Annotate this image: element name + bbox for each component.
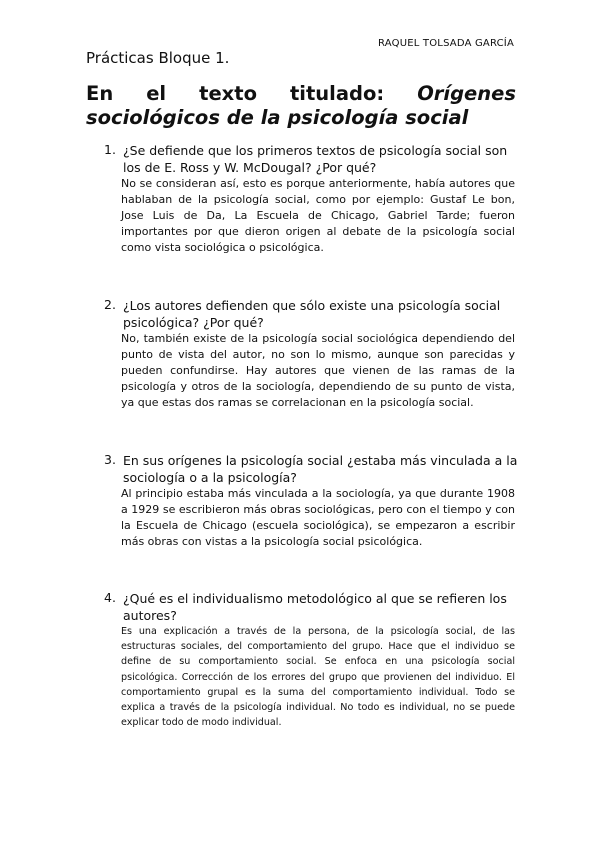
answer-text: No se consideran así, esto es porque anteriormente, había autores que hablaban de la psicología social, como por ejemplo: Gustaf Le bon, Jose Luis de Da, La Escuela de Chicago, Gabriel Tarde; fueron importantes por que dieron origen al debate de la psicología social como vista sociológica o psicológica.: [121, 177, 515, 254]
question-text: ¿Los autores defienden que sólo existe una psicología social psicológica? ¿Por qué?: [123, 298, 501, 330]
title-line-2: sociológicos de la psicología social: [86, 106, 469, 129]
question-number: 2.: [104, 297, 116, 312]
question-number: 1.: [104, 142, 116, 157]
answer-text: Al principio estaba más vinculada a la sociología, ya que durante 1908 a 1929 se escribieron más obras sociológicas, pero con el tiempo y con la Escuela de Chicago (escuela sociológica), se empezaron a escribir más obras con vistas a la psicología social psicológica.: [121, 487, 515, 548]
title-word: texto: [199, 82, 257, 105]
page-title: [86, 82, 516, 130]
question-number: 4.: [104, 590, 116, 605]
title-line-1: [86, 82, 516, 106]
author-name: RAQUEL TOLSADA GARCÍA: [378, 38, 514, 49]
question-number: 3.: [104, 452, 116, 467]
question-text: ¿Qué es el individualismo metodológico al que se refieren los autores?: [123, 591, 507, 623]
answer-text: Es una explicación a través de la persona, de la psicología social, de las estructuras sociales, del comportamiento del grupo. Hace que el individuo se define de su comportamiento social. Se enfoca en una psicología social psicológica. Corrección de los errores del grupo que provienen del individuo. El comportamiento grupal es la suma del comportamiento individual. Todo se explica a través de la psicología individual. No todo es individual, no se puede explicar todo de modo individual.: [121, 626, 515, 729]
title-word: En: [86, 82, 114, 105]
question-item-3: [104, 452, 516, 550]
question-text: En sus orígenes la psicología social ¿estaba más vinculada a la sociología o a la psicología?: [123, 453, 518, 485]
question-item-4: [104, 590, 516, 730]
question-text: ¿Se defiende que los primeros textos de psicología social son los de E. Ross y W. McDougal? ¿Por qué?: [123, 143, 508, 175]
title-word: titulado:: [289, 82, 385, 105]
document-subtitle: Prácticas Bloque 1.: [86, 49, 230, 67]
question-item-1: [104, 142, 516, 256]
answer-text: No, también existe de la psicología social sociológica dependiendo del punto de vista del autor, no son lo mismo, aunque son parecidas y pueden confundirse. Hay autores que vienen de las ramas de la psicología y otros de la sociología, dependiendo de su punto de vista, ya que estas dos ramas se correlacionan en la psicología social.: [121, 332, 515, 409]
title-italic-word: Orígenes: [417, 82, 516, 105]
question-item-2: [104, 297, 516, 411]
title-word: el: [146, 82, 167, 105]
